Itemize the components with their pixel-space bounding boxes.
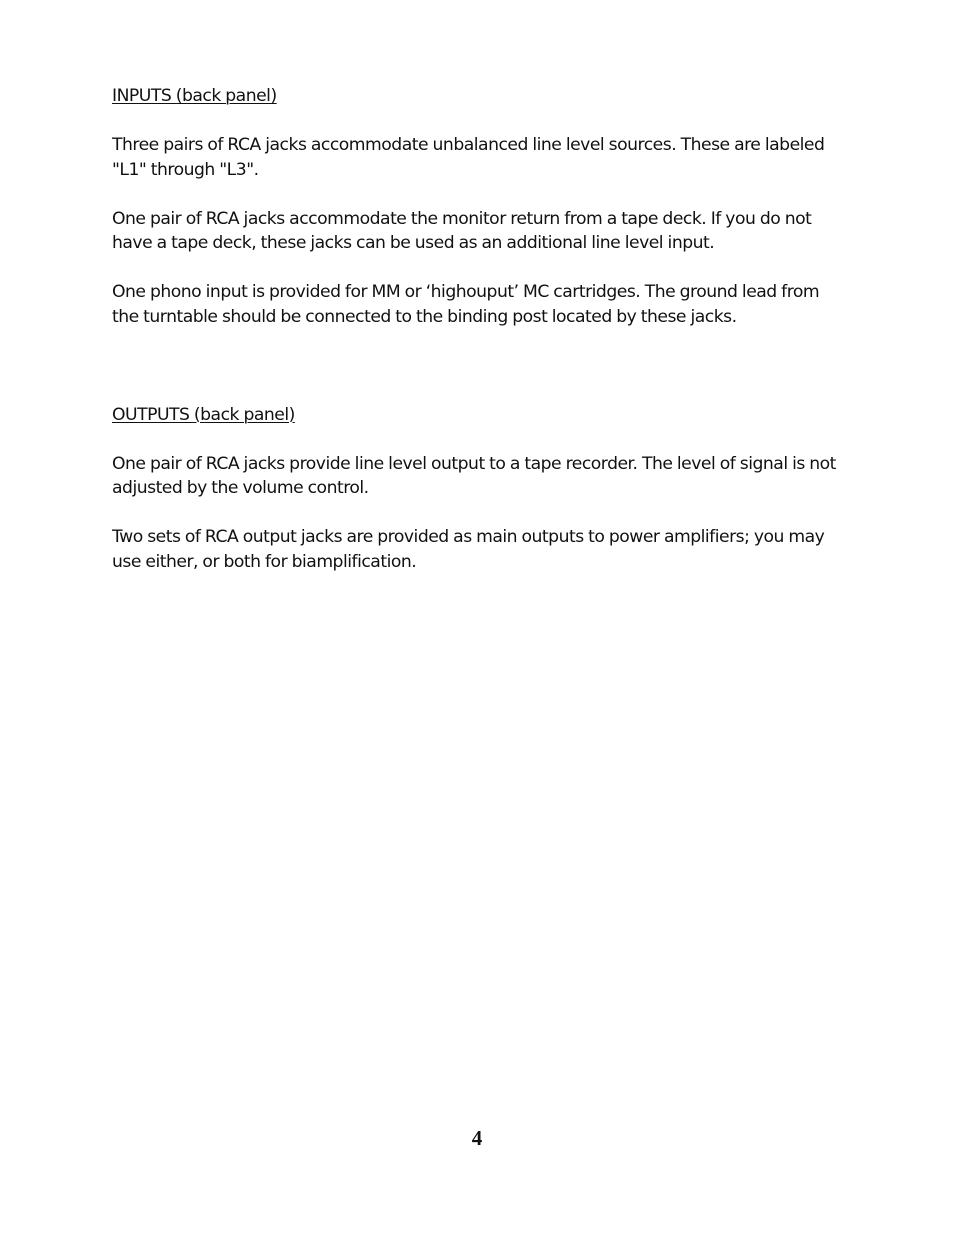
inputs-paragraph-line-level: Three pairs of RCA jacks accommodate unbalanced line level sources. These are labeled "L1" through "L3". xyxy=(112,135,825,180)
outputs-paragraph-main-out: Two sets of RCA output jacks are provided as main outputs to power amplifiers; you may use either, or both for biamplification. xyxy=(112,527,825,572)
outputs-section xyxy=(112,403,844,575)
section-spacer xyxy=(112,354,844,403)
page-number: 4 xyxy=(471,1126,483,1150)
inputs-heading: INPUTS (back panel) xyxy=(112,86,277,106)
page-content xyxy=(112,84,844,599)
inputs-section xyxy=(112,84,844,329)
outputs-paragraph-tape-out: One pair of RCA jacks provide line level output to a tape recorder. The level of signal is not adjusted by the volume control. xyxy=(112,453,836,498)
inputs-paragraph-tape-monitor: One pair of RCA jacks accommodate the monitor return from a tape deck. If you do not have a tape deck, these jacks can be used as an additional line level input. xyxy=(112,208,812,253)
outputs-heading: OUTPUTS (back panel) xyxy=(112,404,295,425)
inputs-paragraph-phono: One phono input is provided for MM or ‘highouput’ MC cartridges. The ground lead from the turntable should be connected to the binding post located by these jacks. xyxy=(112,282,820,327)
